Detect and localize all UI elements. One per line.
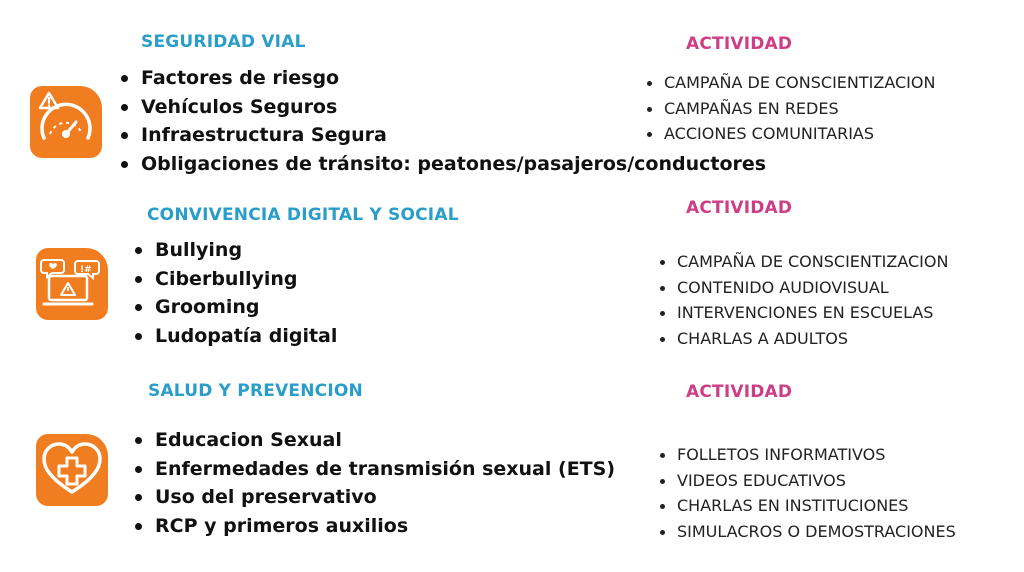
- section-icon-tile-convivencia-digital: [36, 248, 108, 320]
- topic-item: Uso del preservativo: [135, 483, 615, 512]
- topic-item: Enfermedades de transmisión sexual (ETS): [135, 455, 615, 484]
- topic-item: Ludopatía digital: [135, 322, 337, 351]
- activity-title-salud-prevencion: ACTIVIDAD: [686, 382, 793, 402]
- activity-list-seguridad-vial: [646, 70, 935, 147]
- topic-item: Vehículos Seguros: [121, 93, 766, 122]
- topic-item: Ciberbullying: [135, 265, 337, 294]
- section-icon-tile-seguridad-vial: [30, 86, 102, 158]
- activity-item: SIMULACROS O DEMOSTRACIONES: [659, 519, 956, 545]
- section-title-salud-prevencion: SALUD Y PREVENCION: [148, 381, 363, 401]
- svg-text:!#: !#: [80, 265, 92, 275]
- activity-list-salud-prevencion: [659, 442, 956, 544]
- heart-plus-icon: [36, 434, 108, 506]
- activity-title-convivencia-digital: ACTIVIDAD: [686, 198, 793, 218]
- topic-list-convivencia-digital: [135, 236, 337, 350]
- laptop-warning-icon: [36, 248, 108, 320]
- topic-item: Infraestructura Segura: [121, 121, 766, 150]
- activity-list-convivencia-digital: [659, 249, 948, 351]
- activity-item: ACCIONES COMUNITARIAS: [646, 121, 935, 147]
- activity-item: VIDEOS EDUCATIVOS: [659, 468, 956, 494]
- topic-item: Obligaciones de tránsito: peatones/pasajeros/conductores: [121, 150, 766, 179]
- topic-item: Bullying: [135, 236, 337, 265]
- topic-list-salud-prevencion: [135, 426, 615, 540]
- activity-item: CONTENIDO AUDIOVISUAL: [659, 275, 948, 301]
- activity-item: CAMPAÑA DE CONSCIENTIZACION: [659, 249, 948, 275]
- section-title-seguridad-vial: SEGURIDAD VIAL: [141, 32, 306, 52]
- section-title-convivencia-digital: CONVIVENCIA DIGITAL Y SOCIAL: [147, 205, 459, 225]
- activity-item: CHARLAS EN INSTITUCIONES: [659, 493, 956, 519]
- speedometer-warning-icon: [30, 86, 102, 158]
- activity-title-seguridad-vial: ACTIVIDAD: [686, 34, 793, 54]
- topic-item: RCP y primeros auxilios: [135, 512, 615, 541]
- topic-item: Educacion Sexual: [135, 426, 615, 455]
- section-icon-tile-salud-prevencion: [36, 434, 108, 506]
- activity-item: CAMPAÑAS EN REDES: [646, 96, 935, 122]
- topic-item: Factores de riesgo: [121, 64, 766, 93]
- activity-item: CAMPAÑA DE CONSCIENTIZACION: [646, 70, 935, 96]
- activity-item: CHARLAS A ADULTOS: [659, 326, 948, 352]
- activity-item: INTERVENCIONES EN ESCUELAS: [659, 300, 948, 326]
- topic-item: Grooming: [135, 293, 337, 322]
- activity-item: FOLLETOS INFORMATIVOS: [659, 442, 956, 468]
